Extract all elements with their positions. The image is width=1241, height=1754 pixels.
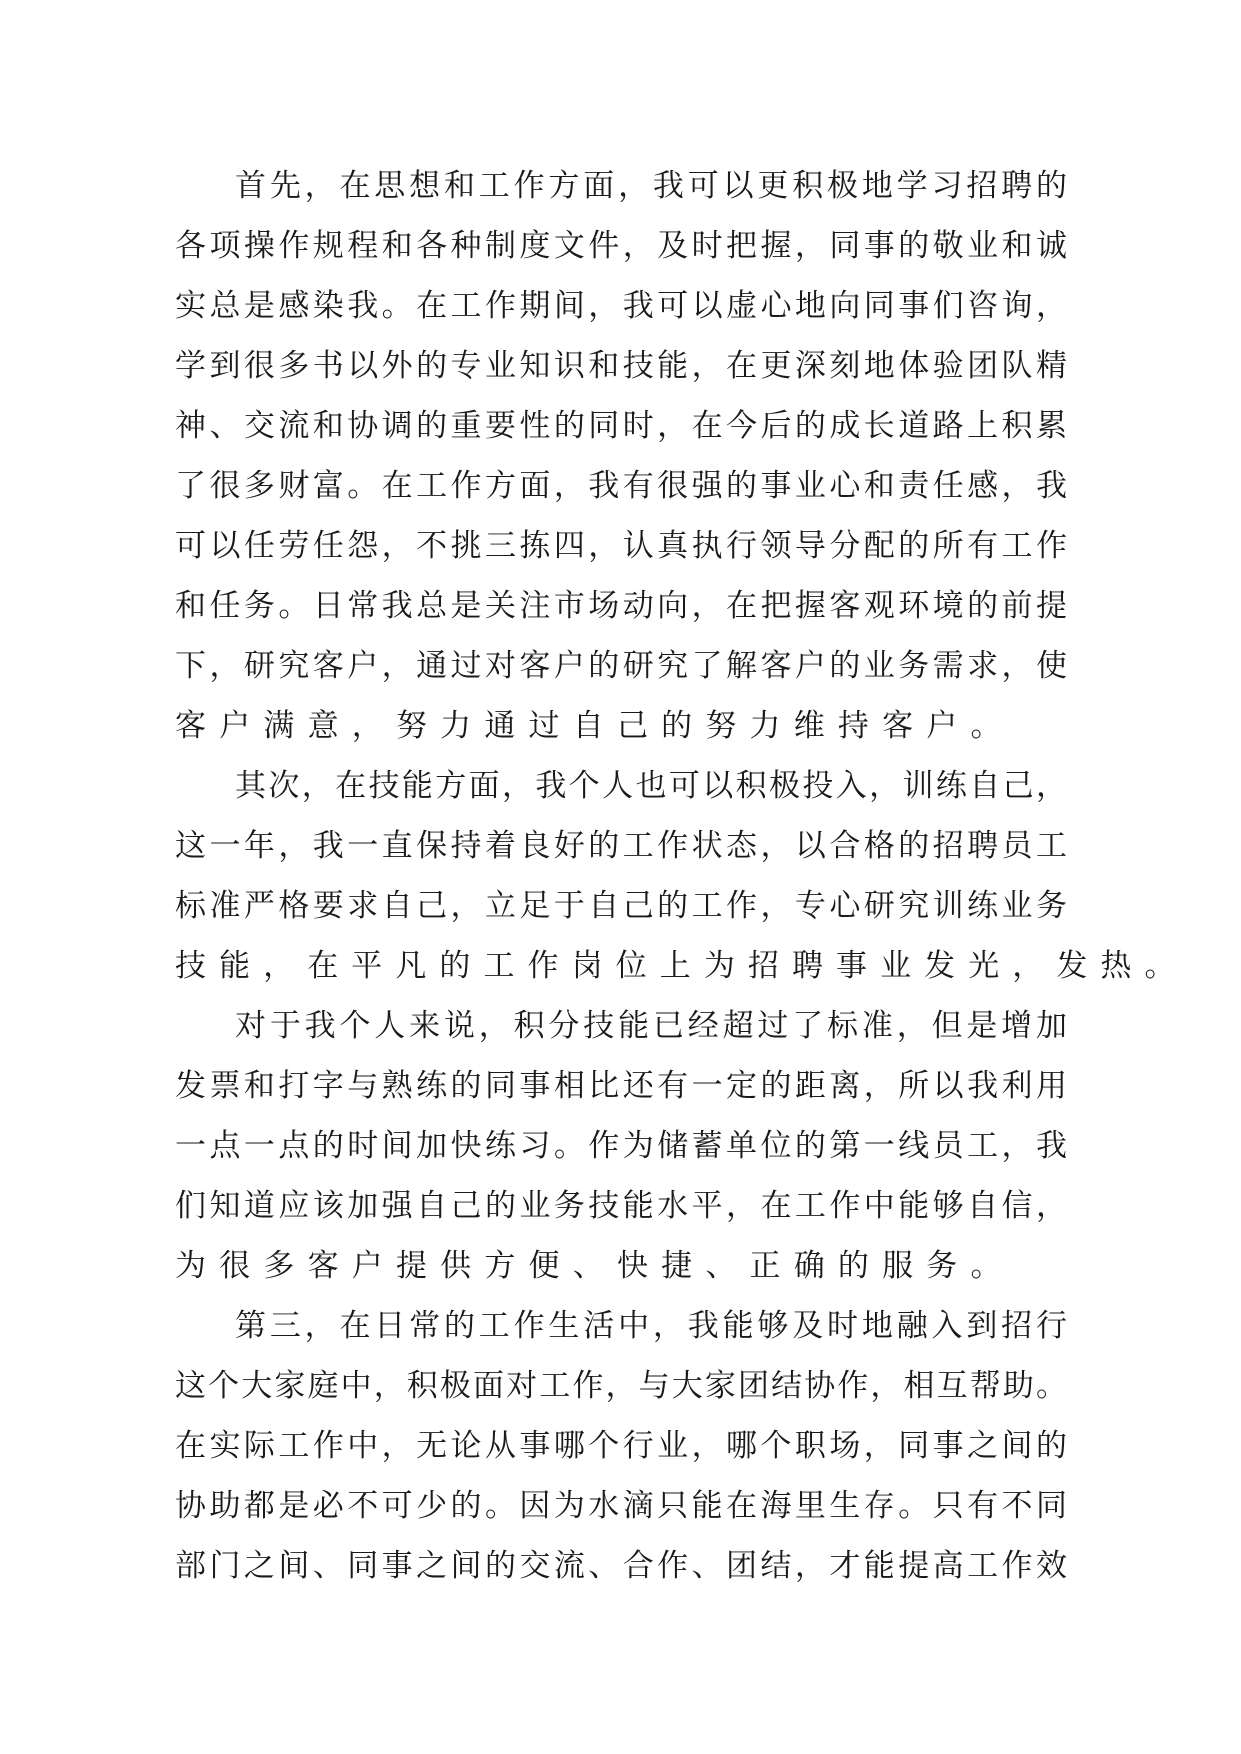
- text-line-18: [0, 1176, 1241, 1236]
- text-line-6: [0, 456, 1241, 516]
- text-line-20: [0, 1296, 1241, 1356]
- text-line-22: [0, 1416, 1241, 1476]
- text-line-19-text: 为很多客户提供方便、快捷、正确的服务。: [175, 1248, 1015, 1284]
- text-line-9-text: 下，研究客户，通过对客户的研究了解客户的业务需求，使: [175, 648, 1071, 684]
- text-line-15-text: 对于我个人来说，积分技能已经超过了标准，但是增加: [235, 1008, 1071, 1044]
- text-line-3-text: 实总是感染我。在工作期间，我可以虚心地向同事们咨询，: [175, 288, 1071, 324]
- text-line-24: [0, 1536, 1241, 1596]
- text-line-24-text: 部门之间、同事之间的交流、合作、团结，才能提高工作效: [175, 1548, 1071, 1584]
- text-line-19: [0, 1236, 1241, 1296]
- text-line-10-text: 客户满意，努力通过自己的努力维持客户。: [175, 708, 1015, 744]
- text-line-13-text: 标准严格要求自己，立足于自己的工作，专心研究训练业务: [175, 888, 1071, 924]
- text-line-7: [0, 516, 1241, 576]
- text-line-21-text: 这个大家庭中，积极面对工作，与大家团结协作，相互帮助。: [175, 1368, 1070, 1404]
- text-line-4-text: 学到很多书以外的专业知识和技能，在更深刻地体验团队精: [175, 348, 1071, 384]
- text-line-14-text: 技能，在平凡的工作岗位上为招聘事业发光，发热。: [175, 948, 1189, 984]
- text-line-12-text: 这一年，我一直保持着良好的工作状态，以合格的招聘员工: [175, 828, 1071, 864]
- text-line-15: [0, 996, 1241, 1056]
- text-line-1-text: 首先，在思想和工作方面，我可以更积极地学习招聘的: [235, 168, 1071, 204]
- text-line-20-text: 第三，在日常的工作生活中，我能够及时地融入到招行: [235, 1308, 1071, 1344]
- text-line-23-text: 协助都是必不可少的。因为水滴只能在海里生存。只有不同: [175, 1488, 1071, 1524]
- text-line-2: [0, 216, 1241, 276]
- text-line-21: [0, 1356, 1241, 1416]
- text-line-8-text: 和任务。日常我总是关注市场动向，在把握客观环境的前提: [175, 588, 1071, 624]
- text-line-16-text: 发票和打字与熟练的同事相比还有一定的距离，所以我利用: [175, 1068, 1071, 1104]
- text-line-17-text: 一点一点的时间加快练习。作为储蓄单位的第一线员工，我: [175, 1128, 1071, 1164]
- text-line-2-text: 各项操作规程和各种制度文件，及时把握，同事的敬业和诚: [175, 228, 1071, 264]
- text-line-11: [0, 756, 1241, 816]
- text-line-5-text: 神、交流和协调的重要性的同时，在今后的成长道路上积累: [175, 408, 1071, 444]
- text-line-17: [0, 1116, 1241, 1176]
- text-line-5: [0, 396, 1241, 456]
- text-line-13: [0, 876, 1241, 936]
- text-line-23: [0, 1476, 1241, 1536]
- text-line-9: [0, 636, 1241, 696]
- text-line-14: [0, 936, 1241, 996]
- text-line-22-text: 在实际工作中，无论从事哪个行业，哪个职场，同事之间的: [175, 1428, 1071, 1464]
- text-line-12: [0, 816, 1241, 876]
- text-line-7-text: 可以任劳任怨，不挑三拣四，认真执行领导分配的所有工作: [175, 528, 1071, 564]
- text-line-4: [0, 336, 1241, 396]
- text-line-16: [0, 1056, 1241, 1116]
- text-line-8: [0, 576, 1241, 636]
- text-line-11-text: 其次，在技能方面，我个人也可以积极投入，训练自己，: [235, 768, 1070, 804]
- text-line-1: [0, 156, 1241, 216]
- text-line-6-text: 了很多财富。在工作方面，我有很强的事业心和责任感，我: [175, 468, 1071, 504]
- text-line-18-text: 们知道应该加强自己的业务技能水平，在工作中能够自信，: [175, 1188, 1071, 1224]
- text-line-3: [0, 276, 1241, 336]
- text-line-10: [0, 696, 1241, 756]
